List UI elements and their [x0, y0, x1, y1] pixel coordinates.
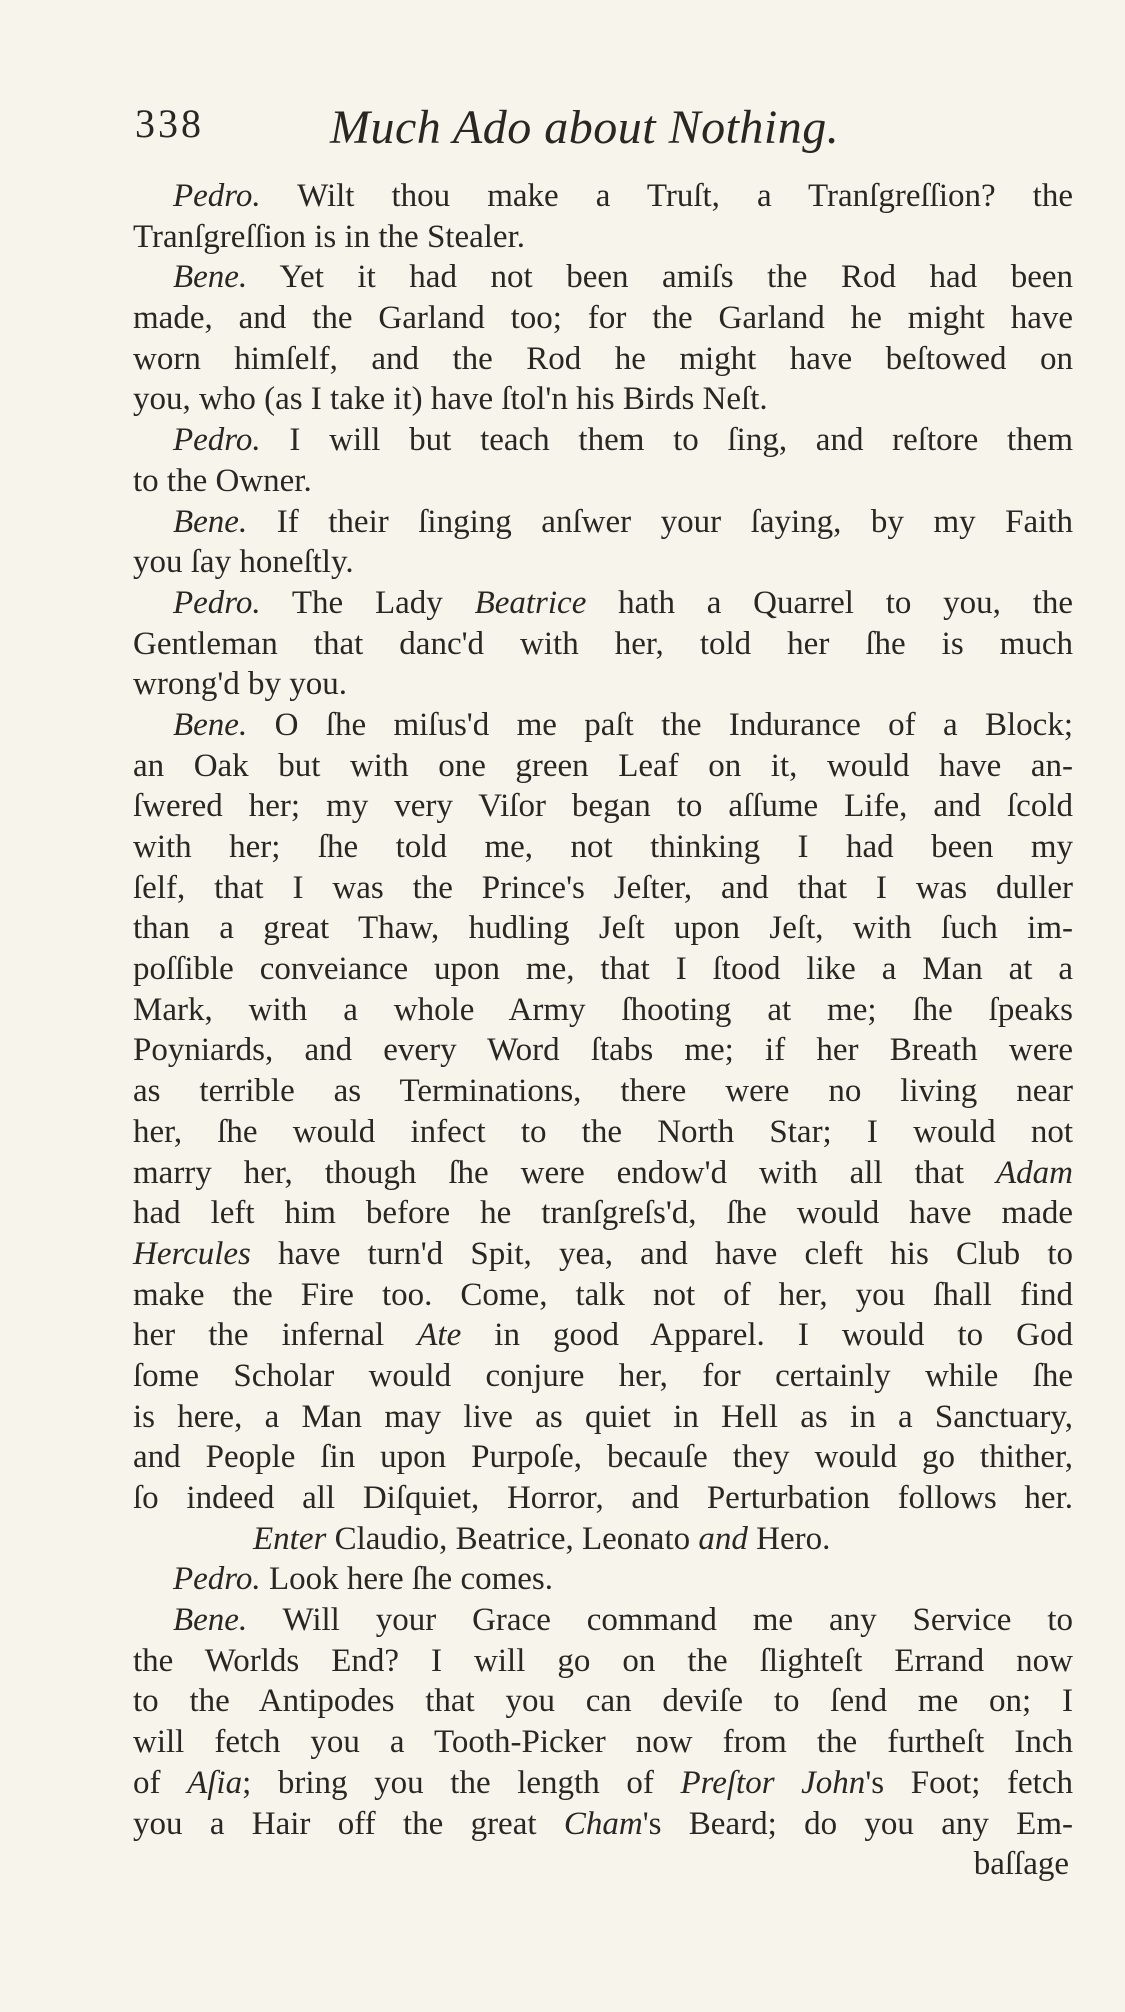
text-line: you a Hair off the great Cham's Beard; do you any Em-: [133, 1805, 1073, 1842]
text-line: Bene. Yet it had not been amiſs the Rod had been: [173, 259, 1073, 296]
text-line: her, ſhe would infect to the North Star; I would not: [133, 1113, 1073, 1150]
body-text: [133, 176, 1073, 1885]
page-header: [135, 100, 995, 160]
speaker-name: Bene.: [173, 1602, 248, 1639]
text-line: wrong'd by you.: [133, 666, 348, 703]
text-line: ſwered her; my very Viſor began to aſſume Life, and ſcold: [133, 788, 1073, 825]
text-line: Bene. Will your Grace command me any Service to: [173, 1602, 1073, 1639]
speaker-name: Bene.: [173, 259, 248, 296]
speaker-name: Pedro.: [173, 1561, 261, 1598]
place-name: Aſia: [187, 1764, 243, 1801]
text-line: Pedro. Wilt thou make a Truſt, a Tranſgreſſion? the: [173, 178, 1073, 214]
speaker-name: Pedro.: [173, 422, 261, 459]
text-line: and People ſin upon Purpoſe, becauſe they would go thither,: [133, 1439, 1073, 1476]
text-line: Bene. If their ſinging anſwer your ſaying, by my Faith: [173, 503, 1073, 540]
text-line: as terrible as Terminations, there were no living near: [133, 1073, 1073, 1110]
character-name: Hercules: [133, 1235, 251, 1272]
text-line: you, who (as I take it) have ſtol'n his Birds Neſt.: [133, 381, 768, 418]
text-line: Tranſgreſſion is in the Stealer.: [133, 218, 525, 255]
text-line: Mark, with a whole Army ſhooting at me; ſhe ſpeaks: [133, 991, 1073, 1028]
text-line: her the infernal Ate in good Apparel. I would to God: [133, 1317, 1074, 1354]
text-line: Pedro. I will but teach them to ſing, and reſtore them: [173, 422, 1073, 459]
text-line: the Worlds End? I will go on the ſlighteſt Errand now: [133, 1642, 1073, 1679]
text-line: Pedro. Look here ſhe comes.: [173, 1561, 553, 1598]
speaker-name: Bene.: [173, 503, 248, 540]
text-line: to the Owner.: [133, 462, 312, 499]
page-number: 338: [135, 101, 204, 146]
text-line: is here, a Man may live as quiet in Hell as in a Sanctuary,: [133, 1398, 1073, 1435]
text-line: poſſible conveiance upon me, that I ſtood like a Man at a: [133, 951, 1073, 988]
text-line: of Aſia; bring you the length of Preſtor John's Foot; fetch: [133, 1764, 1073, 1801]
text-line: an Oak but with one green Leaf on it, would have an-: [133, 747, 1073, 784]
text-line: to the Antipodes that you can deviſe to ſend me on; I: [133, 1683, 1073, 1720]
character-name: Cham: [563, 1805, 643, 1842]
text-line: ſelf, that I was the Prince's Jeſter, and that I was duller: [133, 869, 1073, 906]
character-name: Adam: [996, 1154, 1073, 1191]
text-line: will fetch you a Tooth-Picker now from the furtheſt Inch: [133, 1724, 1073, 1761]
catchword: baſſage: [973, 1846, 1069, 1883]
text-line: Pedro. The Lady Beatrice hath a Quarrel to you, the: [173, 584, 1074, 621]
text-line: you ſay honeſtly.: [133, 544, 354, 581]
character-name: Ate: [417, 1317, 462, 1354]
text-line: Gentleman that danc'd with her, told her ſhe is much: [133, 625, 1073, 662]
text-line: than a great Thaw, hudling Jeſt upon Jeſt, with ſuch im-: [133, 910, 1073, 947]
stage-direction: Enter Claudio, Beatrice, Leonato and Hero.: [253, 1520, 831, 1557]
speaker-name: Pedro.: [173, 178, 261, 214]
text-line: made, and the Garland too; for the Garland he might have: [133, 300, 1073, 337]
text-line: ſome Scholar would conjure her, for certainly while ſhe: [133, 1357, 1073, 1394]
character-name: Preſtor John: [680, 1764, 866, 1801]
text-line: marry her, though ſhe were endow'd with all that Adam: [133, 1154, 1073, 1191]
text-line: make the Fire too. Come, talk not of her, you ſhall find: [133, 1276, 1073, 1313]
text-line: Hercules have turn'd Spit, yea, and have cleft his Club to: [133, 1235, 1073, 1272]
text-line: worn himſelf, and the Rod he might have beſtowed on: [133, 340, 1073, 377]
speaker-name: Bene.: [173, 706, 248, 743]
text-line: had left him before he tranſgreſs'd, ſhe would have made: [133, 1195, 1073, 1232]
text-line: Poyniards, and every Word ſtabs me; if her Breath were: [133, 1032, 1073, 1069]
text-line: with her; ſhe told me, not thinking I had been my: [133, 829, 1073, 865]
running-title: Much Ado about Nothing.: [330, 101, 840, 154]
text-line: ſo indeed all Diſquiet, Horror, and Perturbation follows her.: [133, 1480, 1073, 1516]
text-line: Bene. O ſhe miſus'd me paſt the Indurance of a Block;: [173, 706, 1073, 743]
character-name: Beatrice: [474, 584, 587, 621]
speaker-name: Pedro.: [173, 584, 261, 621]
